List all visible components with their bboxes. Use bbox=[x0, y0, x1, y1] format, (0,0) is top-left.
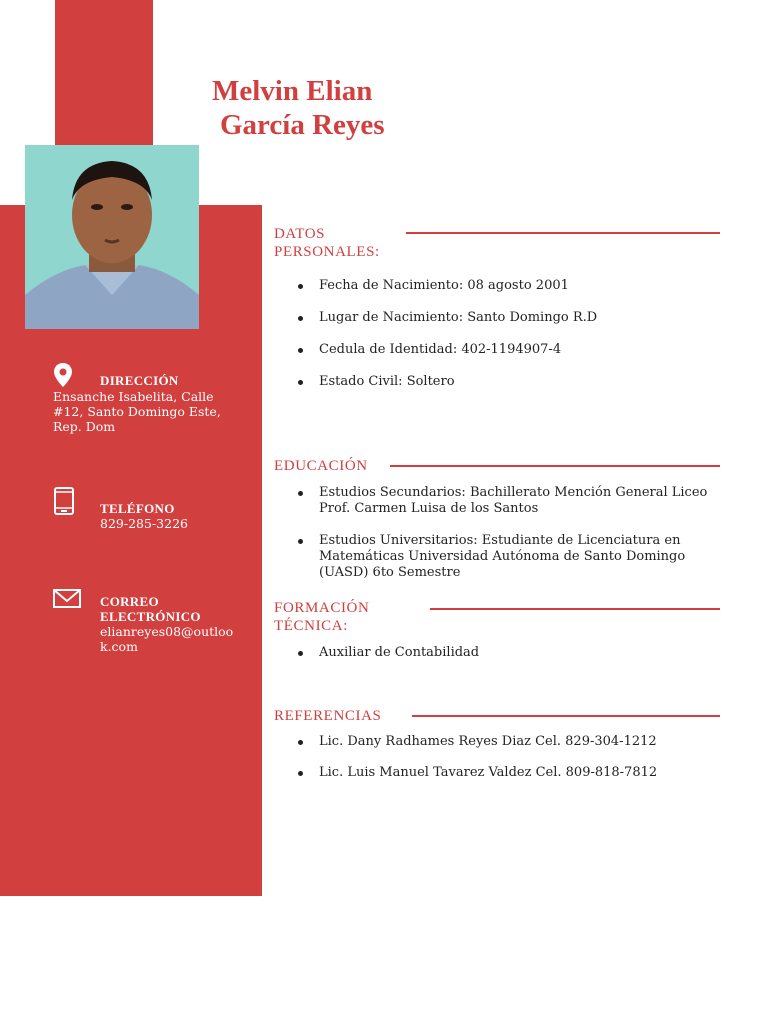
first-name: Melvin Elian bbox=[212, 75, 373, 107]
personal-list bbox=[298, 278, 708, 390]
section-title-references: REFERENCIAS bbox=[274, 708, 382, 724]
address-value: Ensanche Isabelita, Calle #12, Santo Domingo Este, Rep. Dom bbox=[53, 389, 221, 434]
list-item: Lic. Dany Radhames Reyes Diaz Cel. 829-304-1212 bbox=[298, 734, 708, 750]
list-item: Lugar de Nacimiento: Santo Domingo R.D bbox=[298, 310, 708, 326]
phone-value: 829-285-3226 bbox=[100, 516, 188, 531]
list-item: Estudios Secundarios: Bachillerato Mención General Liceo Prof. Carmen Luisa de los Santos bbox=[298, 485, 708, 517]
address-label: DIRECCIÓN bbox=[100, 373, 179, 388]
email-value: elianreyes08@outlook.com bbox=[100, 624, 234, 654]
address-label-block bbox=[100, 373, 240, 388]
section-title-personal: DATOS PERSONALES: bbox=[274, 226, 380, 260]
list-item: Estado Civil: Soltero bbox=[298, 374, 708, 390]
section-rule-references bbox=[412, 715, 720, 717]
list-item: Lic. Luis Manuel Tavarez Valdez Cel. 809-818-7812 bbox=[298, 765, 708, 781]
phone-block bbox=[100, 501, 250, 531]
technical-list bbox=[298, 645, 708, 661]
section-title-education: EDUCACIÓN bbox=[274, 458, 368, 474]
envelope-icon bbox=[53, 589, 81, 613]
section-rule-technical bbox=[430, 608, 720, 610]
references-list bbox=[298, 734, 708, 781]
email-block bbox=[100, 594, 240, 654]
list-item: Fecha de Nacimiento: 08 agosto 2001 bbox=[298, 278, 708, 294]
profile-photo bbox=[25, 145, 199, 329]
section-rule-education bbox=[390, 465, 720, 467]
last-name: García Reyes bbox=[220, 109, 385, 141]
location-pin-icon bbox=[53, 362, 73, 392]
address-value-block bbox=[53, 389, 228, 434]
phone-label: TELÉFONO bbox=[100, 501, 175, 516]
education-list bbox=[298, 485, 708, 581]
list-item: Auxiliar de Contabilidad bbox=[298, 645, 708, 661]
list-item: Estudios Universitarios: Estudiante de Licenciatura en Matemáticas Universidad Autónoma de Santo Domingo (UASD) 6to Semestre bbox=[298, 533, 708, 581]
section-rule-personal bbox=[406, 232, 720, 234]
email-label: CORREO ELECTRÓNICO bbox=[100, 594, 201, 624]
phone-icon bbox=[54, 487, 74, 519]
top-red-strip bbox=[55, 0, 153, 145]
section-title-technical: FORMACIÓN TÉCNICA: bbox=[274, 600, 370, 634]
list-item: Cedula de Identidad: 402-1194907-4 bbox=[298, 342, 708, 358]
candidate-name bbox=[212, 74, 385, 142]
